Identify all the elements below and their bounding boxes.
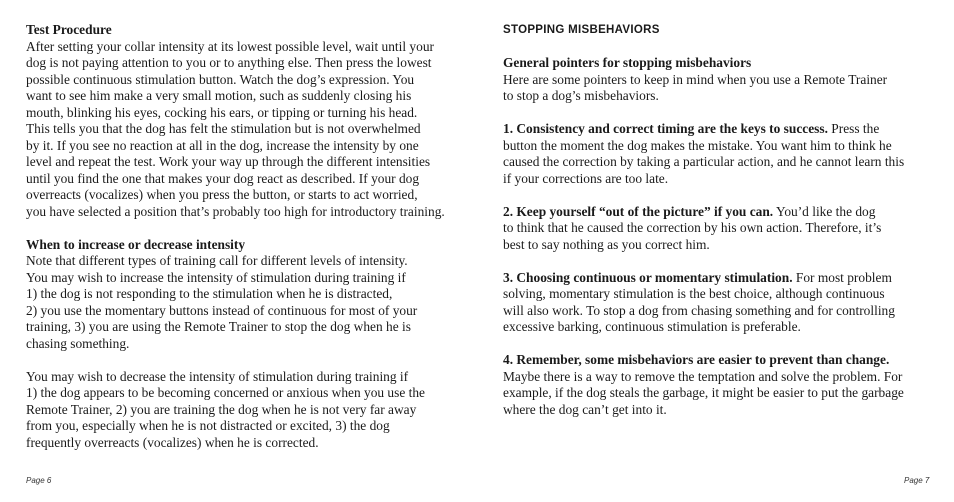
body-line: by it. If you see no reaction at all in the dog, increase the intensity by one: [26, 137, 419, 153]
body-line: You may wish to decrease the intensity of stimulation during training if: [26, 368, 409, 384]
body-line: 1) the dog is not responding to the stimulation when he is distracted,: [26, 286, 393, 301]
body-line: You may wish to increase the intensity of stimulation during training if: [26, 269, 406, 285]
body-line: chasing something.: [26, 335, 130, 351]
left-page: [26, 22, 452, 451]
section-title: STOPPING MISBEHAVIORS: [503, 24, 660, 36]
pointers-heading: General pointers for stopping misbehaviors: [503, 55, 752, 70]
body-line: button the moment the dog makes the mistake. You want him to think he: [503, 137, 892, 153]
body-line: mouth, blinking his eyes, cocking his ears, or tipping or turning his head.: [26, 104, 418, 120]
body-line: level and repeat the test. Work your way up through the different intensities: [26, 154, 431, 169]
body-line: You’d like the dog: [773, 203, 876, 219]
body-line: 1) the dog appears to be becoming concerned or anxious when you use the: [26, 385, 425, 400]
body-line: possible continuous stimulation button. Watch the dog’s expression. You: [26, 71, 415, 87]
body-line: For most problem: [792, 269, 892, 285]
page-number-left: Page 6: [26, 476, 52, 485]
body-line: dog is not paying attention to you or to anything else. Then press the lowest: [26, 55, 432, 70]
body-line: After setting your collar intensity at its lowest possible level, wait until your: [26, 38, 434, 54]
spacer: [26, 220, 452, 237]
intensity-heading: When to increase or decrease intensity: [26, 236, 246, 252]
body-line: to think that he caused the correction by his own action. Therefore, it’s: [503, 220, 882, 235]
spacer: [503, 253, 929, 270]
body-line: if your corrections are too late.: [503, 170, 669, 186]
body-line: solving, momentary stimulation is the best choice, although continuous: [503, 286, 885, 301]
body-line: caused the correction by taking a particular action, and he cannot learn this: [503, 154, 905, 169]
body-line: example, if the dog steals the garbage, it might be easier to put the garbage: [503, 385, 904, 400]
body-line: where the dog can’t get into it.: [503, 401, 667, 417]
body-line: to stop a dog’s misbehaviors.: [503, 88, 659, 103]
spacer: [26, 352, 452, 369]
spacer: [503, 336, 929, 353]
body-line: Here are some pointers to keep in mind when you use a Remote Trainer: [503, 71, 888, 87]
body-line: Press the: [827, 121, 880, 136]
test-procedure-heading: Test Procedure: [26, 22, 112, 37]
body-line: you have selected a position that’s probably too high for introductory training.: [26, 203, 445, 219]
body-line: excessive barking, continuous stimulation is preferable.: [503, 319, 801, 334]
body-line: Note that different types of training call for different levels of intensity.: [26, 253, 408, 268]
body-line: training, 3) you are using the Remote Trainer to stop the dog when he is: [26, 319, 411, 334]
spacer: [503, 39, 929, 56]
body-line: best to say nothing as you correct him.: [503, 236, 710, 252]
spacer: [503, 187, 929, 204]
page-number-right: Page 7: [904, 476, 930, 485]
body-line: will also work. To stop a dog from chasing something and for controlling: [503, 302, 895, 318]
body-line: Maybe there is a way to remove the temptation and solve the problem. For: [503, 368, 903, 384]
body-line: want to see him make a very small motion, such as suddenly closing his: [26, 88, 412, 103]
item-1-heading: 1. Consistency and correct timing are the keys to success.: [503, 121, 828, 136]
body-line: overreacts (vocalizes) when you press the button, or starts to act worried,: [26, 187, 418, 202]
item-1: [503, 121, 929, 138]
body-line: This tells you that the dog has felt the stimulation but is not overwhelmed: [26, 121, 421, 136]
body-line: from you, especially when he is not distracted or excited, 3) the dog: [26, 418, 390, 433]
spacer: [503, 105, 929, 122]
item-3: [503, 270, 929, 287]
item-4-heading: 4. Remember, some misbehaviors are easier to prevent than change.: [503, 352, 890, 367]
body-line: frequently overreacts (vocalizes) when he is corrected.: [26, 434, 319, 450]
body-line: Remote Trainer, 2) you are training the dog when he is not very far away: [26, 401, 417, 417]
body-line: 2) you use the momentary buttons instead of continuous for most of your: [26, 302, 418, 318]
right-page: [503, 22, 929, 418]
item-2: [503, 204, 929, 221]
item-3-heading: 3. Choosing continuous or momentary stimulation.: [503, 269, 793, 285]
body-line: until you find the one that makes your dog react as described. If your dog: [26, 170, 420, 186]
item-2-heading: 2. Keep yourself “out of the picture” if you can.: [503, 203, 774, 219]
